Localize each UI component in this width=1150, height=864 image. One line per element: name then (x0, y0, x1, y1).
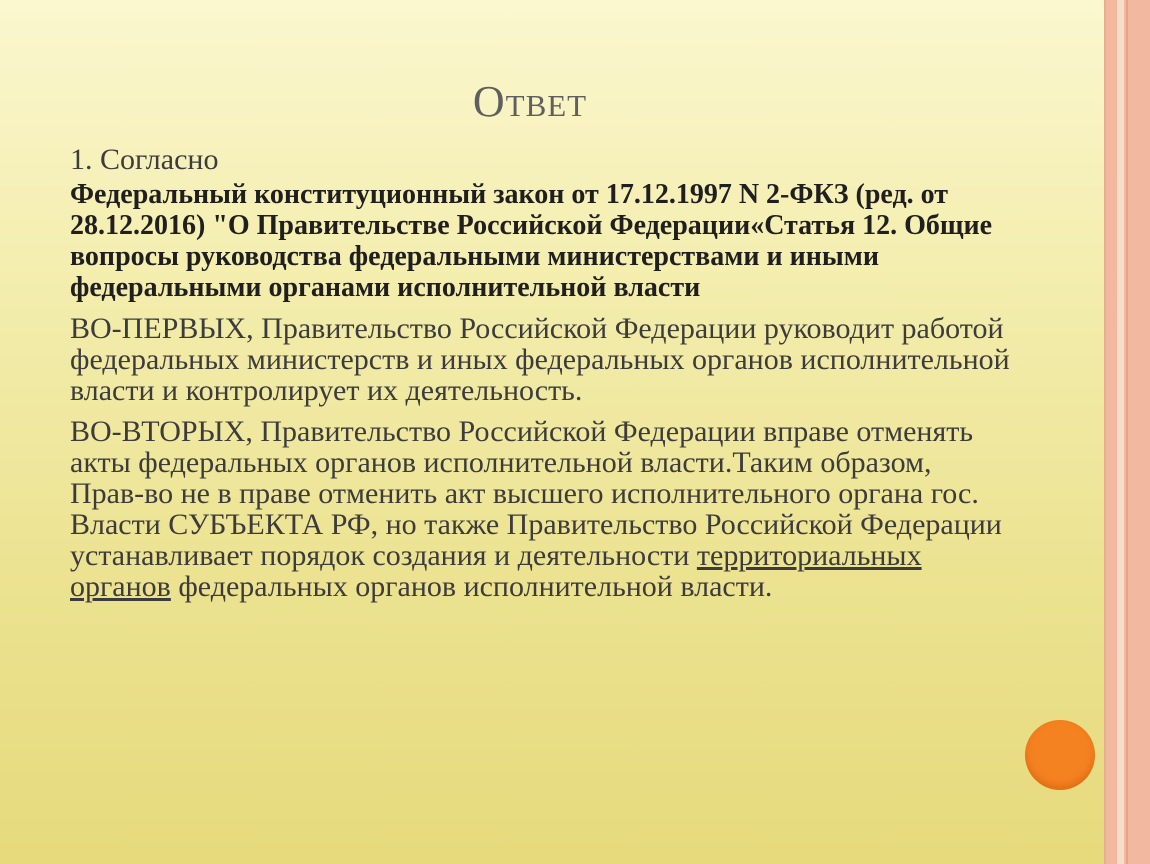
paragraph-second-start: ВО-ВТОРЫХ, Правительство Российской Федерации вправе отменять акты федеральных органов исполнительной власти.Таким образом, Прав-во не в праве отменить акт высшего исполнительного органа гос. Власти СУБЪЕКТА РФ, но также Правительство Российской Федерации устанавливает порядок создания и деятельности (70, 415, 1002, 572)
slide-title: Ответ (472, 77, 588, 126)
side-stripe-light (1117, 0, 1124, 864)
slide-body (70, 144, 1010, 602)
side-stripe-line (1126, 0, 1128, 864)
side-stripe-edge (1104, 0, 1106, 864)
paragraph-second (70, 416, 1010, 602)
law-heading: Федеральный конституционный закон от 17.12.1997 N 2-ФКЗ (ред. от 28.12.2016) "О Правительстве Российской Федерации«Статья 12. Общие вопросы руководства федеральными министерствами и иными федеральными органами исполнительной власти (70, 179, 993, 303)
orange-circle-decoration (1025, 720, 1095, 790)
paragraph-second-end: федеральных органов исполнительной власти. (170, 570, 773, 603)
paragraph-first: ВО-ПЕРВЫХ, Правительство Российской Федерации руководит работой федеральных министерств и иных федеральных органов исполнительной власти и контролирует их деятельность. (70, 312, 1010, 407)
territorial-bodies-link[interactable]: территориальных органов (70, 539, 922, 603)
intro-text: 1. Согласно (70, 143, 219, 176)
